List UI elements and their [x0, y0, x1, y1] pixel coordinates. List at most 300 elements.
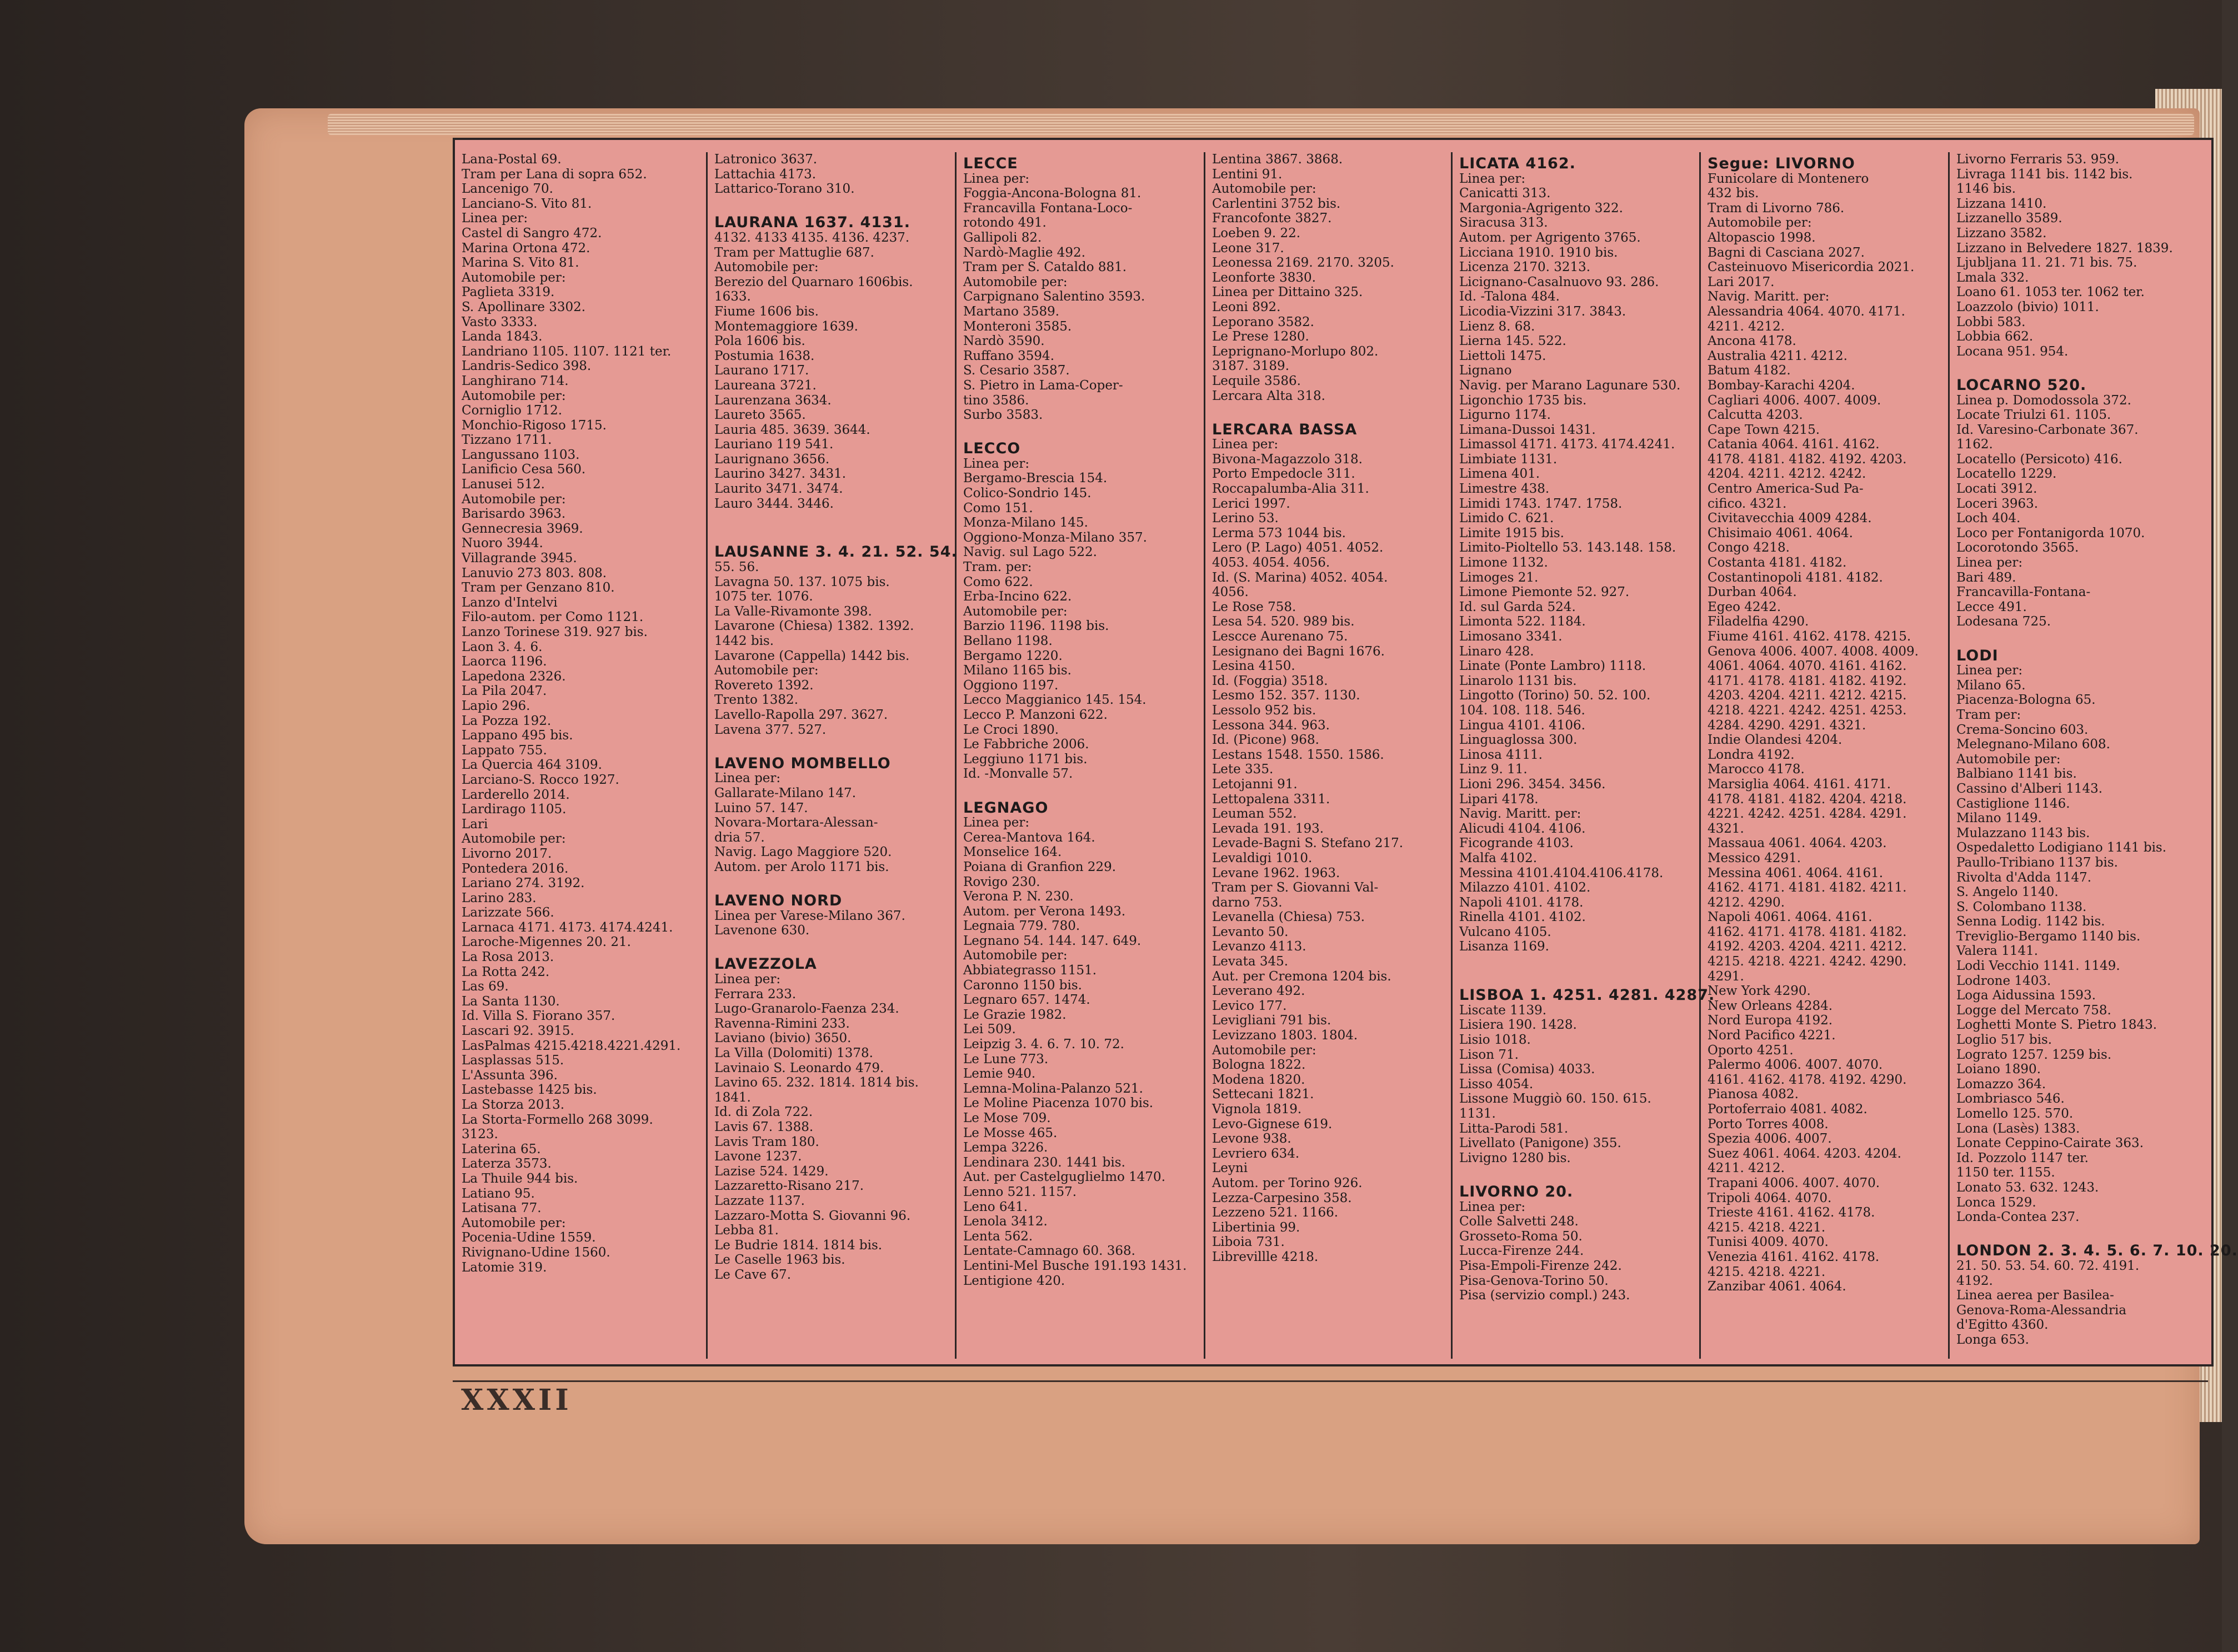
index-entry: Aut. per Castelguglielmo 1470. [963, 1170, 1166, 1185]
index-entry: Longa 653. [1956, 1332, 2029, 1347]
index-entry: Licciana 1910. 1910 bis. [1459, 245, 1618, 260]
index-entry: Automobile per: [714, 260, 819, 275]
index-entry: Lanzo Torinese 319. 927 bis. [462, 625, 648, 639]
index-entry: Laviano (bivio) 3650. [714, 1031, 852, 1046]
index-entry: Senna Lodig. 1142 bis. [1956, 914, 2105, 929]
index-entry: Lempa 3226. [963, 1140, 1048, 1155]
index-entry: Lebba 81. [714, 1223, 779, 1238]
index-entry: 4132. 4133 4135. 4136. 4237. [714, 230, 910, 245]
index-entry: Le Rose 758. [1212, 599, 1296, 614]
index-entry: Abbiategrasso 1151. [963, 963, 1097, 978]
index-entry: Lissa (Comisa) 4033. [1459, 1062, 1595, 1077]
index-entry: Como 151. [963, 500, 1033, 515]
index-entry: Automobile per: [1212, 182, 1316, 197]
index-entry: Lanusei 512. [462, 477, 545, 492]
index-entry: 1841. [714, 1090, 751, 1105]
index-entry: Autom. per Verona 1493. [963, 904, 1126, 919]
index-entry: Margonia-Agrigento 322. [1459, 201, 1623, 216]
index-entry: Linea per: [1459, 1199, 1526, 1214]
index-entry: Automobile per: [462, 492, 566, 507]
index-entry: Limana-Dussoi 1431. [1459, 422, 1596, 437]
index-entry: Le Cave 67. [714, 1267, 791, 1282]
index-entry: Id. -Talona 484. [1459, 289, 1560, 304]
index-entry: Barisardo 3963. [462, 507, 566, 522]
index-entry: Lendinara 230. 1441 bis. [963, 1155, 1125, 1170]
index-entry: Lessolo 952 bis. [1212, 703, 1316, 718]
index-entry: Lanuvio 273 803. 808. [462, 565, 607, 580]
index-column-5 [1453, 152, 1715, 1359]
index-entry: Lenola 3412. [963, 1214, 1048, 1229]
index-entry: Pola 1606 bis. [714, 334, 805, 349]
index-entry: Id. (Foggia) 3518. [1212, 673, 1328, 688]
index-entry: Paglieta 3319. [462, 285, 555, 300]
index-entry: Bologna 1822. [1212, 1058, 1306, 1073]
index-entry: Londra 4192. [1708, 747, 1795, 762]
index-entry: Tram per Mattuglie 687. [714, 245, 874, 260]
index-entry: Castiglione 1146. [1956, 796, 2070, 811]
index-entry: Le Mosse 465. [963, 1125, 1058, 1140]
index-entry: Lona (Lasès) 1383. [1956, 1121, 2080, 1136]
index-entry: Navig. per Marano Lagunare 530. [1459, 378, 1681, 393]
index-entry: La Quercia 464 3109. [462, 758, 602, 773]
index-entry: Linaro 428. [1459, 644, 1534, 659]
index-entry: La Pozza 192. [462, 713, 552, 728]
index-entry: Navig. Maritt. per: [1708, 289, 1830, 304]
index-entry: Lenta 562. [963, 1229, 1033, 1244]
index-entry: Liscate 1139. [1459, 1003, 1547, 1018]
index-entry: Lercara Alta 318. [1212, 388, 1325, 403]
index-entry: Balbiano 1141 bis. [1956, 767, 2077, 782]
index-entry: Linea per: [963, 815, 1030, 830]
index-entry: Lignano [1459, 363, 1512, 378]
index-entry: Linea per: [1956, 555, 2023, 570]
index-entry: Lavarone (Chiesa) 1382. 1392. [714, 619, 914, 634]
index-entry: Locati 3912. [1956, 482, 2037, 497]
index-entry: Linea p. Domodossola 372. [1956, 393, 2131, 408]
index-entry: Lombriasco 546. [1956, 1092, 2065, 1107]
index-entry: Marsiglia 4064. 4161. 4171. [1708, 777, 1891, 792]
index-entry: Limidi 1743. 1747. 1758. [1459, 496, 1623, 511]
index-entry: Lauria 485. 3639. 3644. [714, 422, 870, 437]
index-entry: Loeben 9. 22. [1212, 226, 1301, 241]
index-entry: S. Colombano 1138. [1956, 899, 2087, 914]
index-entry: Lesa 54. 520. 989 bis. [1212, 614, 1355, 629]
index-entry: Levanto 50. [1212, 924, 1289, 939]
index-entry: Tram. per: [963, 560, 1032, 575]
index-entry: Lauro 3444. 3446. [714, 496, 834, 511]
index-entry: Lequile 3586. [1212, 373, 1301, 388]
index-entry: Licenza 2170. 3213. [1459, 260, 1591, 275]
index-entry: Oggiono-Monza-Milano 357. [963, 530, 1147, 545]
index-entry: Surbo 3583. [963, 408, 1043, 423]
index-entry: 1150 ter. 1155. [1956, 1165, 2055, 1180]
index-entry: Lentini-Mel Busche 191.193 1431. [963, 1258, 1187, 1273]
index-column-4 [1205, 152, 1453, 1359]
index-entry: Levade-Bagni S. Stefano 217. [1212, 836, 1404, 851]
index-entry: Latisana 77. [462, 1201, 542, 1216]
index-entry: Leonforte 3830. [1212, 270, 1316, 285]
index-entry: Lero (P. Lago) 4051. 4052. [1212, 540, 1384, 555]
index-entry: Automobile per: [462, 270, 566, 285]
index-entry: Colle Salvetti 248. [1459, 1214, 1579, 1229]
index-entry: LAVENO MOMBELLO [714, 754, 891, 772]
index-entry: Roccapalumba-Alia 311. [1212, 482, 1369, 497]
index-entry: 4204. 4211. 4212. 4242. [1708, 467, 1866, 482]
index-entry: Lesignano dei Bagni 1676. [1212, 644, 1385, 659]
index-entry: Treviglio-Bergamo 1140 bis. [1956, 929, 2141, 944]
index-entry: Marina Ortona 472. [462, 241, 590, 256]
index-entry: Ljubljana 11. 21. 71 bis. 75. [1956, 256, 2137, 271]
index-entry: Congo 4218. [1708, 540, 1790, 555]
index-entry: Loghetti Monte S. Pietro 1843. [1956, 1018, 2157, 1033]
index-entry: 4053. 4054. 4056. [1212, 555, 1330, 570]
index-entry: Id. -Monvalle 57. [963, 767, 1073, 782]
index-entry: 1146 bis. [1956, 182, 2016, 197]
index-entry: Lodrone 1403. [1956, 973, 2051, 988]
index-entry: Laurenzana 3634. [714, 393, 832, 408]
index-entry: Le Mose 709. [963, 1111, 1051, 1125]
index-entry: Locorotondo 3565. [1956, 540, 2079, 555]
index-entry: Lei 509. [963, 1022, 1016, 1037]
index-entry: Malfa 4102. [1459, 850, 1537, 865]
index-entry: Costantinopoli 4181. 4182. [1708, 570, 1883, 585]
index-entry: Laterza 3573. [462, 1157, 552, 1172]
index-entry: Autom. per Agrigento 3765. [1459, 230, 1641, 245]
index-entry [714, 197, 950, 212]
index-entry: LONDON 2. 3. 4. 5. 6. 7. 10. 20. [1956, 1242, 2238, 1260]
index-entry: Bari 489. [1956, 570, 2016, 585]
index-entry: Tram per Genzano 810. [462, 580, 615, 595]
index-entry: Villagrande 3945. [462, 551, 577, 566]
index-entry: darno 753. [1212, 895, 1283, 910]
index-entry: LODI [1956, 647, 1999, 664]
index-entry: Montemaggiore 1639. [714, 319, 858, 334]
index-entry: Cagliari 4006. 4007. 4009. [1708, 393, 1881, 408]
index-entry: Limito-Pioltello 53. 143.148. 158. [1459, 540, 1676, 555]
index-entry: Segue: LIVORNO [1708, 155, 1855, 172]
index-entry: Le Prese 1280. [1212, 329, 1309, 344]
index-entry: Loano 61. 1053 ter. 1062 ter. [1956, 285, 2145, 300]
index-entry: Levone 938. [1212, 1132, 1291, 1147]
index-entry: Id. di Zola 722. [714, 1105, 813, 1120]
index-entry: Lavenone 630. [714, 923, 810, 938]
index-column-2 [708, 152, 957, 1359]
index-entry: S. Cesario 3587. [963, 363, 1070, 378]
index-entry: Indie Olandesi 4204. [1708, 733, 1843, 748]
index-entry: LERCARA BASSA [1212, 420, 1358, 438]
index-entry: Lappano 495 bis. [462, 728, 573, 743]
index-column-7 [1950, 152, 2238, 1359]
index-entry: Id. (S. Marina) 4052. 4054. [1212, 570, 1388, 585]
index-entry: LECCE [963, 155, 1018, 172]
index-entry: Gennecresia 3969. [462, 521, 583, 536]
index-entry: Colico-Sondrio 145. [963, 486, 1092, 501]
index-entry: Ancona 4178. [1708, 334, 1796, 349]
index-entry: Rinella 4101. 4102. [1459, 910, 1586, 925]
index-entry: Rovereto 1392. [714, 678, 814, 693]
index-entry: 4211. 4212. [1708, 1161, 1785, 1176]
index-entry: Fiume 4161. 4162. 4178. 4215. [1708, 629, 1911, 644]
index-entry: Limite 1915 bis. [1459, 525, 1564, 540]
index-entry: Linea per: [462, 211, 528, 226]
index-entry: Linea per Dittaino 325. [1212, 285, 1363, 300]
index-entry: Porto Torres 4008. [1708, 1117, 1829, 1132]
index-entry [1459, 1165, 1695, 1180]
index-entry: Batum 4182. [1708, 363, 1791, 378]
index-entry: Monza-Milano 145. [963, 515, 1088, 530]
index-entry: Lascari 92. 3915. [462, 1024, 574, 1039]
index-entry: 21. 50. 53. 54. 60. 72. 4191. [1956, 1258, 2140, 1273]
index-entry: 4215. 4218. 4221. [1708, 1220, 1826, 1235]
index-entry: Oggiono 1197. [963, 678, 1059, 693]
index-entry: Leyni [1212, 1161, 1248, 1176]
index-entry: Le Moline Piacenza 1070 bis. [963, 1096, 1154, 1111]
index-entry: Limoges 21. [1459, 570, 1539, 585]
index-entry: Linea per: [963, 456, 1030, 471]
index-entry: Poiana di Granfion 229. [963, 859, 1117, 874]
index-entry: Langussano 1103. [462, 447, 580, 462]
index-entry: Filadelfia 4290. [1708, 614, 1809, 629]
index-entry: Lattarico-Torano 310. [714, 182, 855, 197]
index-entry: Bergamo-Brescia 154. [963, 471, 1108, 486]
index-entry: Monteroni 3585. [963, 319, 1072, 334]
index-entry: Bellano 1198. [963, 634, 1053, 648]
index-entry: Leone 317. [1212, 241, 1284, 256]
index-entry: Pisa-Genova-Torino 50. [1459, 1273, 1609, 1288]
index-entry [714, 511, 950, 526]
index-entry: Leporano 3582. [1212, 314, 1314, 329]
index-entry: La Valle-Rivamonte 398. [714, 604, 872, 619]
index-entry: Loazzolo (bivio) 1011. [1956, 299, 2099, 314]
index-entry: Cassino d'Alberi 1143. [1956, 781, 2103, 796]
index-entry: Lapedona 2326. [462, 669, 566, 684]
index-entry: Lesina 4150. [1212, 659, 1295, 674]
index-entry: Palermo 4006. 4007. 4070. [1708, 1058, 1883, 1073]
index-entry: LISBOA 1. 4251. 4281. 4287. [1459, 987, 1715, 1004]
index-entry: La Pila 2047. [462, 684, 547, 699]
index-entry: Lingua 4101. 4106. [1459, 718, 1586, 733]
index-entry: 1633. [714, 289, 751, 304]
index-entry: Lingotto (Torino) 50. 52. 100. [1459, 688, 1651, 703]
index-entry: Livellato (Panigone) 355. [1459, 1136, 1621, 1151]
index-entry: 4212. 4290. [1708, 895, 1785, 910]
index-entry: Latiano 95. [462, 1186, 535, 1201]
index-entry: Linea per: [963, 171, 1030, 186]
index-entry: Limena 401. [1459, 467, 1540, 482]
index-entry: Id. Pozzolo 1147 ter. [1956, 1150, 2089, 1165]
index-entry: LECCO [963, 440, 1021, 458]
index-entry: Liettoli 1475. [1459, 348, 1546, 363]
index-entry: 4192. [1956, 1273, 1993, 1288]
index-entry: Linea per: [1459, 171, 1526, 186]
index-entry: Postumia 1638. [714, 348, 815, 363]
index-entry: Lavino 65. 232. 1814. 1814 bis. [714, 1075, 919, 1090]
index-entry: Venezia 4161. 4162. 4178. [1708, 1249, 1880, 1264]
index-entry: Levata 345. [1212, 954, 1289, 969]
index-entry: Larderello 2014. [462, 787, 570, 802]
index-entry: Zanzibar 4061. 4064. [1708, 1279, 1846, 1294]
index-entry: Lizzano 3582. [1956, 226, 2047, 241]
index-entry: Langhirano 714. [462, 373, 569, 388]
index-entry: Linea per Varese-Milano 367. [714, 908, 905, 923]
index-entry: Napoli 4061. 4064. 4161. [1708, 910, 1872, 925]
index-entry: Laureto 3565. [714, 408, 806, 423]
index-entry: LOCARNO 520. [1956, 376, 2087, 394]
index-entry: Messina 4061. 4064. 4161. [1708, 865, 1884, 880]
index-entry: d'Egitto 4360. [1956, 1318, 2049, 1333]
index-entry: Lecce 491. [1956, 599, 2027, 614]
index-entry: Lodesana 725. [1956, 614, 2051, 629]
index-entry: Trapani 4006. 4007. 4070. [1708, 1175, 1880, 1190]
index-entry: Lierna 145. 522. [1459, 334, 1566, 349]
index-entry: Costanta 4181. 4182. [1708, 555, 1847, 570]
index-entry: Linarolo 1131 bis. [1459, 673, 1577, 688]
index-entry: Loch 404. [1956, 511, 2021, 526]
index-entry: Martano 3589. [963, 304, 1060, 319]
index-entry: Filo-autom. per Como 1121. [462, 610, 644, 625]
index-entry: Cerea-Mantova 164. [963, 830, 1095, 845]
index-entry: Laurino 3427. 3431. [714, 467, 847, 482]
index-entry: Loiano 1890. [1956, 1062, 2041, 1077]
index-entry: La Rotta 242. [462, 964, 550, 979]
index-column-3 [957, 152, 1205, 1359]
index-entry: 4162. 4171. 4178. 4181. 4182. [1708, 924, 1907, 939]
index-entry: Carlentini 3752 bis. [1212, 196, 1341, 211]
index-entry: Milano 1149. [1956, 811, 2042, 826]
index-entry: Livigno 1280 bis. [1459, 1150, 1571, 1165]
index-entry: Porto Empedocle 311. [1212, 467, 1355, 482]
index-entry: 1131. [1459, 1107, 1496, 1121]
index-entry: Crema-Soncino 603. [1956, 722, 2089, 737]
index-entry: Lavis 67. 1388. [714, 1120, 814, 1134]
index-entry: Id. Varesino-Carbonate 367. [1956, 422, 2139, 437]
index-entry: Ruffano 3594. [963, 348, 1054, 363]
index-entry: Genova 4006. 4007. 4008. 4009. [1708, 644, 1919, 659]
index-entry [714, 526, 950, 541]
index-entry: Lentini 91. [1212, 167, 1283, 182]
index-entry: Levizzano 1803. 1804. [1212, 1028, 1358, 1043]
index-entry: Novara-Mortara-Alessan- [714, 815, 878, 830]
index-entry: L'Assunta 396. [462, 1068, 558, 1083]
index-entry: Monselice 164. [963, 845, 1062, 860]
index-entry: Nardò-Maglie 492. [963, 245, 1086, 260]
index-entry: Lezzeno 521. 1166. [1212, 1205, 1339, 1220]
index-entry: Livraga 1141 bis. 1142 bis. [1956, 167, 2133, 182]
index-entry [714, 875, 950, 890]
index-entry: Automobile per: [963, 948, 1068, 963]
index-entry: Larnaca 4171. 4173. 4174.4241. [462, 920, 673, 935]
index-entry: Leno 641. [963, 1199, 1028, 1214]
index-entry: Le Grazie 1982. [963, 1007, 1067, 1022]
index-entry: Lezza-Carpesino 358. [1212, 1190, 1352, 1205]
index-entry: Latomie 319. [462, 1260, 547, 1275]
index-entry: Laterina 65. [462, 1142, 541, 1157]
index-entry: Rivolta d'Adda 1147. [1956, 870, 2092, 885]
index-entry: La Villa (Dolomiti) 1378. [714, 1046, 873, 1061]
index-entry: Levico 177. [1212, 998, 1287, 1013]
index-entry: Linea per: [714, 771, 781, 786]
index-entry: 4321. [1708, 821, 1744, 836]
index-entry: Automobile per: [1956, 752, 2061, 767]
index-entry: Limido C. 621. [1459, 511, 1554, 526]
index-entry: 55. 56. [714, 560, 759, 575]
index-entry: Las 69. [462, 979, 509, 994]
index-entry: Limosano 3341. [1459, 629, 1563, 644]
index-entry: LICATA 4162. [1459, 155, 1576, 172]
index-entry: Trento 1382. [714, 693, 799, 708]
index-entry: Laurignano 3656. [714, 452, 830, 467]
index-entry: 4178. 4181. 4182. 4192. 4203. [1708, 452, 1907, 467]
index-entry: Lettopalena 3311. [1212, 792, 1330, 807]
index-entry: Automobile per: [714, 663, 819, 678]
index-entry: Nord Pacifico 4221. [1708, 1028, 1836, 1043]
index-entry: Automobile per: [462, 832, 566, 847]
index-entry: Lobbia 662. [1956, 329, 2034, 344]
index-entry: Ospedaletto Lodigiano 1141 bis. [1956, 840, 2167, 855]
index-entry: Lucca-Firenze 244. [1459, 1244, 1584, 1259]
index-entry: Lardirago 1105. [462, 802, 567, 817]
index-entry: Automobile per: [963, 274, 1068, 289]
index-entry: 4056. [1212, 585, 1249, 600]
index-entry: Legnaia 779. 780. [963, 919, 1080, 934]
index-entry: Lazzaro-Motta S. Giovanni 96. [714, 1208, 911, 1223]
index-entry [1956, 629, 2207, 644]
index-entry: Lmala 332. [1956, 270, 2029, 285]
index-entry: Id. sul Garda 524. [1459, 599, 1576, 614]
index-entry: Landa 1843. [462, 329, 543, 344]
index-entry: Lapio 296. [462, 698, 530, 713]
index-entry: Limonta 522. 1184. [1459, 614, 1586, 629]
index-entry: Lenno 521. 1157. [963, 1184, 1077, 1199]
index-entry: Lecco P. Manzoni 622. [963, 707, 1108, 722]
index-entry: Lauriano 119 541. [714, 437, 834, 452]
index-entry: LasPalmas 4215.4218.4221.4291. [462, 1038, 681, 1053]
index-entry: Foggia-Ancona-Bologna 81. [963, 186, 1141, 201]
index-entry: Tram per S. Giovanni Val- [1212, 880, 1379, 895]
index-entry: Limestre 438. [1459, 482, 1550, 497]
index-entry: Lioni 296. 3454. 3456. [1459, 777, 1606, 792]
index-entry: Lentigione 420. [963, 1273, 1065, 1288]
index-entry: Durban 4064. [1708, 585, 1797, 600]
index-entry: 4291. [1708, 969, 1744, 984]
index-entry: Lizzano in Belvedere 1827. 1839. [1956, 241, 2173, 256]
index-entry: Portoferraio 4081. 4082. [1708, 1102, 1867, 1117]
index-entry: Berezio del Quarnaro 1606bis. [714, 274, 913, 289]
index-entry: Levanella (Chiesa) 753. [1212, 910, 1365, 925]
index-column-6 [1701, 152, 1950, 1359]
index-entry: Lari 2017. [1708, 274, 1775, 289]
index-entry: 4171. 4178. 4181. 4182. 4192. [1708, 673, 1907, 688]
index-entry: Monchio-Rigoso 1715. [462, 418, 607, 433]
index-entry: 1075 ter. 1076. [714, 589, 813, 604]
index-entry: Luino 57. 147. [714, 800, 808, 815]
index-entry [963, 423, 1199, 438]
index-entry: S. Angelo 1140. [1956, 885, 2059, 900]
index-entry: Tram per Lana di sopra 652. [462, 167, 647, 182]
index-entry: Altopascio 1998. [1708, 230, 1816, 245]
index-entry: Bombay-Karachi 4204. [1708, 378, 1855, 393]
index-entry: Suez 4061. 4064. 4203. 4204. [1708, 1146, 1901, 1161]
index-entry: Rovigo 230. [963, 874, 1040, 889]
index-entry: Oporto 4251. [1708, 1043, 1794, 1058]
index-entry: Lecco Maggianico 145. 154. [963, 693, 1146, 708]
index-entry: LAVEZZOLA [714, 955, 817, 973]
index-entry: Leoni 892. [1212, 299, 1281, 314]
index-entry: Litta-Parodi 581. [1459, 1121, 1569, 1136]
index-entry: Linea per: [714, 972, 781, 987]
index-entry: Aut. per Cremona 1204 bis. [1212, 969, 1391, 984]
index-entry: Lonate Ceppino-Cairate 363. [1956, 1136, 2144, 1151]
